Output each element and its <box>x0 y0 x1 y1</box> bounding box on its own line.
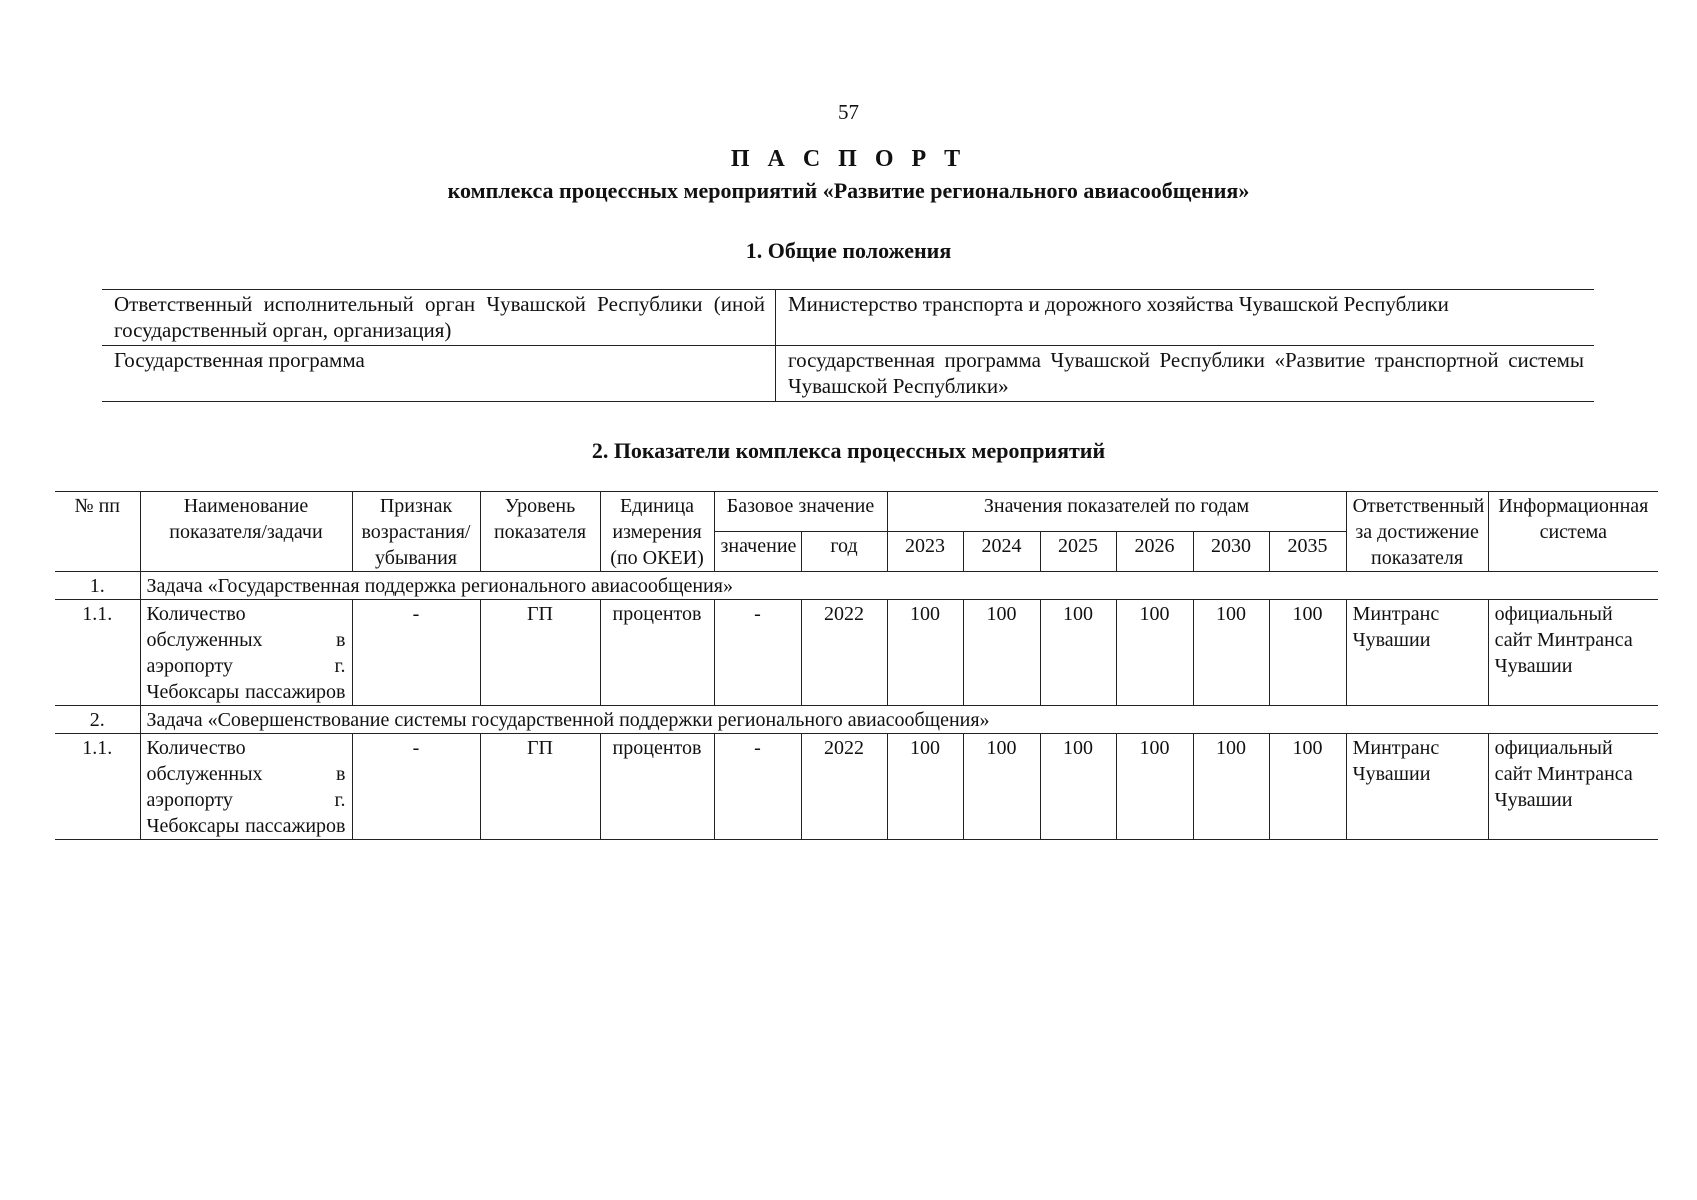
document-title: П А С П О Р Т <box>730 146 967 172</box>
header-num: № пп <box>55 492 140 572</box>
year-value: 100 <box>963 734 1040 840</box>
indicator-sign: - <box>352 600 480 706</box>
header-row <box>55 492 1658 532</box>
row-label: Государственная программа <box>102 346 776 402</box>
header-year: 2025 <box>1040 532 1116 572</box>
year-value: 100 <box>963 600 1040 706</box>
document-subtitle: комплекса процессных мероприятий «Развитие регионального авиасообщения» <box>447 178 1250 203</box>
table-row <box>55 600 1658 706</box>
section-1-heading: 1. Общие положения <box>745 238 952 263</box>
indicator-level: ГП <box>480 600 600 706</box>
general-provisions-table <box>102 289 1594 402</box>
indicator-sign: - <box>352 734 480 840</box>
row-value: Министерство транспорта и дорожного хозяйства Чувашской Республики <box>776 290 1595 346</box>
task-row <box>55 572 1658 600</box>
table-row <box>102 346 1594 402</box>
header-level: Уровень показателя <box>480 492 600 572</box>
year-value: 100 <box>887 734 963 840</box>
section-2-heading: 2. Показатели комплекса процессных мероприятий <box>591 438 1106 463</box>
base-value: - <box>714 734 801 840</box>
year-value: 100 <box>1116 600 1193 706</box>
header-info-system: Информационная система <box>1488 492 1658 572</box>
header-base: Базовое значение <box>714 492 887 532</box>
header-unit: Единица измерения (по ОКЕИ) <box>600 492 714 572</box>
row-number: 1.1. <box>55 600 140 706</box>
header-sign: Признак возрастания/убывания <box>352 492 480 572</box>
base-value: - <box>714 600 801 706</box>
indicator-unit: процентов <box>600 600 714 706</box>
header-base-value: значение <box>714 532 801 572</box>
header-values-by-year: Значения показателей по годам <box>887 492 1346 532</box>
year-value: 100 <box>1040 734 1116 840</box>
task-text: Задача «Государственная поддержка регионального авиасообщения» <box>140 572 1658 600</box>
task-number: 2. <box>55 706 140 734</box>
table-row <box>102 290 1594 346</box>
year-value: 100 <box>887 600 963 706</box>
task-text: Задача «Совершенствование системы государственной поддержки регионального авиасообщения» <box>140 706 1658 734</box>
responsible: Минтранс Чувашии <box>1346 600 1488 706</box>
row-number: 1.1. <box>55 734 140 840</box>
info-system: официальный сайт Минтранса Чувашии <box>1488 600 1658 706</box>
info-system: официальный сайт Минтранса Чувашии <box>1488 734 1658 840</box>
header-year: 2023 <box>887 532 963 572</box>
page-number: 57 <box>838 100 859 124</box>
header-year: 2035 <box>1269 532 1346 572</box>
year-value: 100 <box>1269 734 1346 840</box>
responsible: Минтранс Чувашии <box>1346 734 1488 840</box>
year-value: 100 <box>1193 734 1269 840</box>
task-number: 1. <box>55 572 140 600</box>
base-year: 2022 <box>801 734 887 840</box>
header-name: Наименование показателя/задачи <box>140 492 352 572</box>
indicator-name: Количество обслуженных в аэропорту г. Чебоксары пассажиров <box>140 600 352 706</box>
year-value: 100 <box>1040 600 1116 706</box>
header-base-year: год <box>801 532 887 572</box>
header-responsible: Ответственный за достижение показателя <box>1346 492 1488 572</box>
indicator-name: Количество обслуженных в аэропорту г. Чебоксары пассажиров <box>140 734 352 840</box>
header-year: 2024 <box>963 532 1040 572</box>
indicator-unit: процентов <box>600 734 714 840</box>
indicators-table <box>55 491 1658 840</box>
task-row <box>55 706 1658 734</box>
year-value: 100 <box>1193 600 1269 706</box>
base-year: 2022 <box>801 600 887 706</box>
year-value: 100 <box>1269 600 1346 706</box>
row-label: Ответственный исполнительный орган Чувашской Республики (иной государственный орган, организация) <box>102 290 776 346</box>
year-value: 100 <box>1116 734 1193 840</box>
table-row <box>55 734 1658 840</box>
indicator-level: ГП <box>480 734 600 840</box>
row-value: государственная программа Чувашской Республики «Развитие транспортной системы Чувашской Республики» <box>776 346 1595 402</box>
header-year: 2026 <box>1116 532 1193 572</box>
header-year: 2030 <box>1193 532 1269 572</box>
